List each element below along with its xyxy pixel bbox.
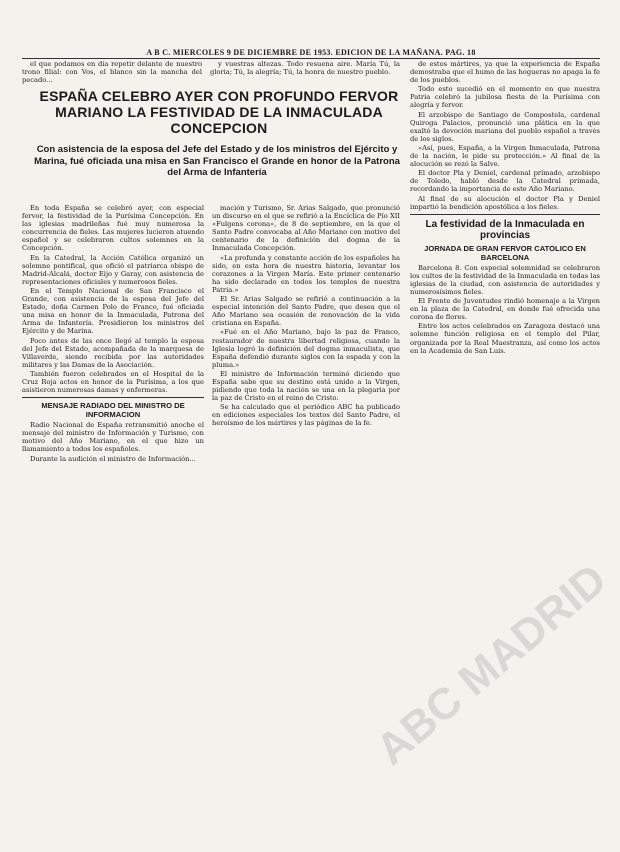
column-1 bbox=[22, 204, 204, 840]
paragraph: En el Templo Nacional de San Francisco el Grande, con asistencia de la esposa del Jefe del Estado, doña Carmen Polo de Franco, fué oficiada una misa en honor de la Inmaculada, Patrona del Arma de Infantería. Presidieron los ministros del Ejército y de Marina. bbox=[22, 286, 204, 336]
column-1-top bbox=[22, 60, 202, 86]
paragraph: Al final de su alocución el doctor Pla y Deniel impartió la bendición apostólica a los fieles. bbox=[410, 194, 600, 211]
paragraph: Poco antes de las once llegó al templo la esposa del Jefe del Estado, acompañada de la marquesa de Villaverde, siendo recibida por las autoridades militares y las Damas de la Asociación. bbox=[22, 336, 204, 369]
paragraph: El Frente de Juventudes rindió homenaje a la Virgen en la plaza de la Catedral, en donde fué ofrecida una corona de flores. bbox=[410, 297, 600, 322]
paragraph: «La profunda y constante acción de los españoles ha sido, en esta hora de nuestra historia, levantar los corazones a la Virgen María. Este primer centenario ha sido declarado en todos los templos de nuestra Patria.» bbox=[212, 253, 400, 294]
header-rule bbox=[22, 58, 600, 59]
paragraph: de estos mártires, ya que la experiencia de España demostraba que el humo de las hogueras no apaga la fe de los pueblos. bbox=[410, 60, 600, 85]
paragraph: Entre los actos celebrados en Zaragoza destacó una solemne función religiosa en el templo del Pilar, organizada por la Real Maestranza, así como los actos en la Academia de San Luis. bbox=[410, 322, 600, 355]
watermark: ABC MADRID bbox=[367, 554, 616, 775]
column-2-top bbox=[210, 60, 400, 86]
paragraph: el que podamos en día repetir delante de nuestro trono filial: con Vos, el blanco sin la mancha del pecado... bbox=[22, 60, 202, 85]
paragraph: Barcelona 8. Con especial solemnidad se celebraron los cultos de la festividad de la Inmaculada en todas las iglesias de la ciudad, con asistencia de autoridades y numerosísimos fieles. bbox=[410, 263, 600, 296]
section-heading: MENSAJE RADIADO DEL MINISTRO DE INFORMACION bbox=[41, 401, 185, 420]
paragraph: «Fué en el Año Mariano, bajo la paz de Franco, restaurador de nuestra libertad religiosa, cuando la Iglesia logró la definición del dogma inmaculista, que España defendió durante siglos con la espada y con la pluma.» bbox=[212, 328, 400, 369]
paragraph: Se ha calculado que el periódico ABC ha publicado en ediciones especiales los textos del Santo Padre, el heroísmo de los mártires y las páginas de la fe. bbox=[212, 403, 400, 428]
paragraph: Radio Nacional de España retransmitió anoche el mensaje del ministro de Información y Turismo, con motivo del Año Mariano, en el que hizo un llamamiento a todos los españoles. bbox=[22, 421, 204, 454]
paragraph: En la Catedral, la Acción Católica organizó un solemne pontifical, que ofició el patriarca obispo de Madrid-Alcalá, doctor Eijo y Garay, con asistencia de representaciones oficiales y numerosos fieles. bbox=[22, 253, 204, 286]
column-2 bbox=[212, 204, 400, 840]
divider bbox=[22, 397, 204, 398]
paragraph: En toda España se celebró ayer, con especial fervor, la festividad de la Purísima Concepción. En las iglesias madrileñas fué muy numerosa la concurrencia de fieles. Las mujeres lucieron atuendo español y se celebraron cultos solemnes en la Concepción. bbox=[22, 204, 204, 253]
divider bbox=[410, 214, 600, 215]
paragraph: «Así, pues, España, a la Virgen Inmaculada, Patrona de la nación, le pide su protección.» Al final de la alocución se rezó la Salve. bbox=[410, 143, 600, 169]
paragraph: El doctor Pla y Deniel, cardenal primado, arzobispo de Toledo, habló desde la Catedral primada, recordando la importancia de este Año Mariano. bbox=[410, 169, 600, 194]
article-deck: Con asistencia de la esposa del Jefe del Estado y de los ministros del Ejército y Marina, fué oficiada una misa en San Francisco el Grande en honor de la Patrona del Arma de Infantería bbox=[34, 144, 400, 178]
paragraph: Durante la audición el ministro de Información... bbox=[30, 454, 196, 463]
paragraph: El ministro de Información terminó diciendo que España sabe que su destino está unido a la Virgen, pidiendo que toda la nación se una en la plegaria por la paz de Cristo en el reino de Cristo. bbox=[212, 369, 400, 403]
paragraph: y vuestras altezas. Todo resuena aire. María Tú, la gloria; Tú, la alegría; Tú, la honra de nuestro pueblo. bbox=[210, 60, 400, 77]
running-head: A B C. MIERCOLES 9 DE DICIEMBRE DE 1953. EDICION DE LA MAÑANA. PAG. 18 bbox=[146, 48, 476, 57]
sub-heading: JORNADA DE GRAN FERVOR CATOLICO EN BARCELONA bbox=[424, 243, 586, 262]
section-heading: La festividad de la Inmaculada en provincias bbox=[425, 218, 585, 241]
newspaper-page bbox=[22, 48, 600, 842]
paragraph: Todo esto sucedió en el momento en que nuestra Patria celebró la jubilosa fiesta de la Purísima con alegría y fervor. bbox=[410, 85, 600, 110]
main-headline: ESPAÑA CELEBRO AYER CON PROFUNDO FERVOR MARIANO LA FESTIVIDAD DE LA INMACULADA CONCEPCION bbox=[39, 88, 399, 136]
paragraph: mación y Turismo, Sr. Arias Salgado, que pronunció un discurso en el que se refirió a la Encíclica de Pío XII «Fulgens corona», de 8 de septiembre, en la que el Santo Padre convocaba al Año Mariano con motivo del centenario de la definición del dogma de la Inmaculada Concepción. bbox=[212, 204, 400, 253]
paragraph: El Sr. Arias Salgado se refirió a continuación a la especial intención del Santo Padre, que desea que el Año Mariano sea ocasión de renovación de la vida cristiana en España. bbox=[212, 295, 400, 328]
paragraph: También fueron celebrados en el Hospital de la Cruz Roja actos en honor de la Purísima, a los que asistieron numerosas damas y enfermeras. bbox=[22, 369, 204, 395]
paragraph: El arzobispo de Santiago de Compostela, cardenal Quiroga Palacios, pronunció una plática en la que exaltó la devoción mariana del pueblo español a través de los siglos. bbox=[410, 110, 600, 143]
